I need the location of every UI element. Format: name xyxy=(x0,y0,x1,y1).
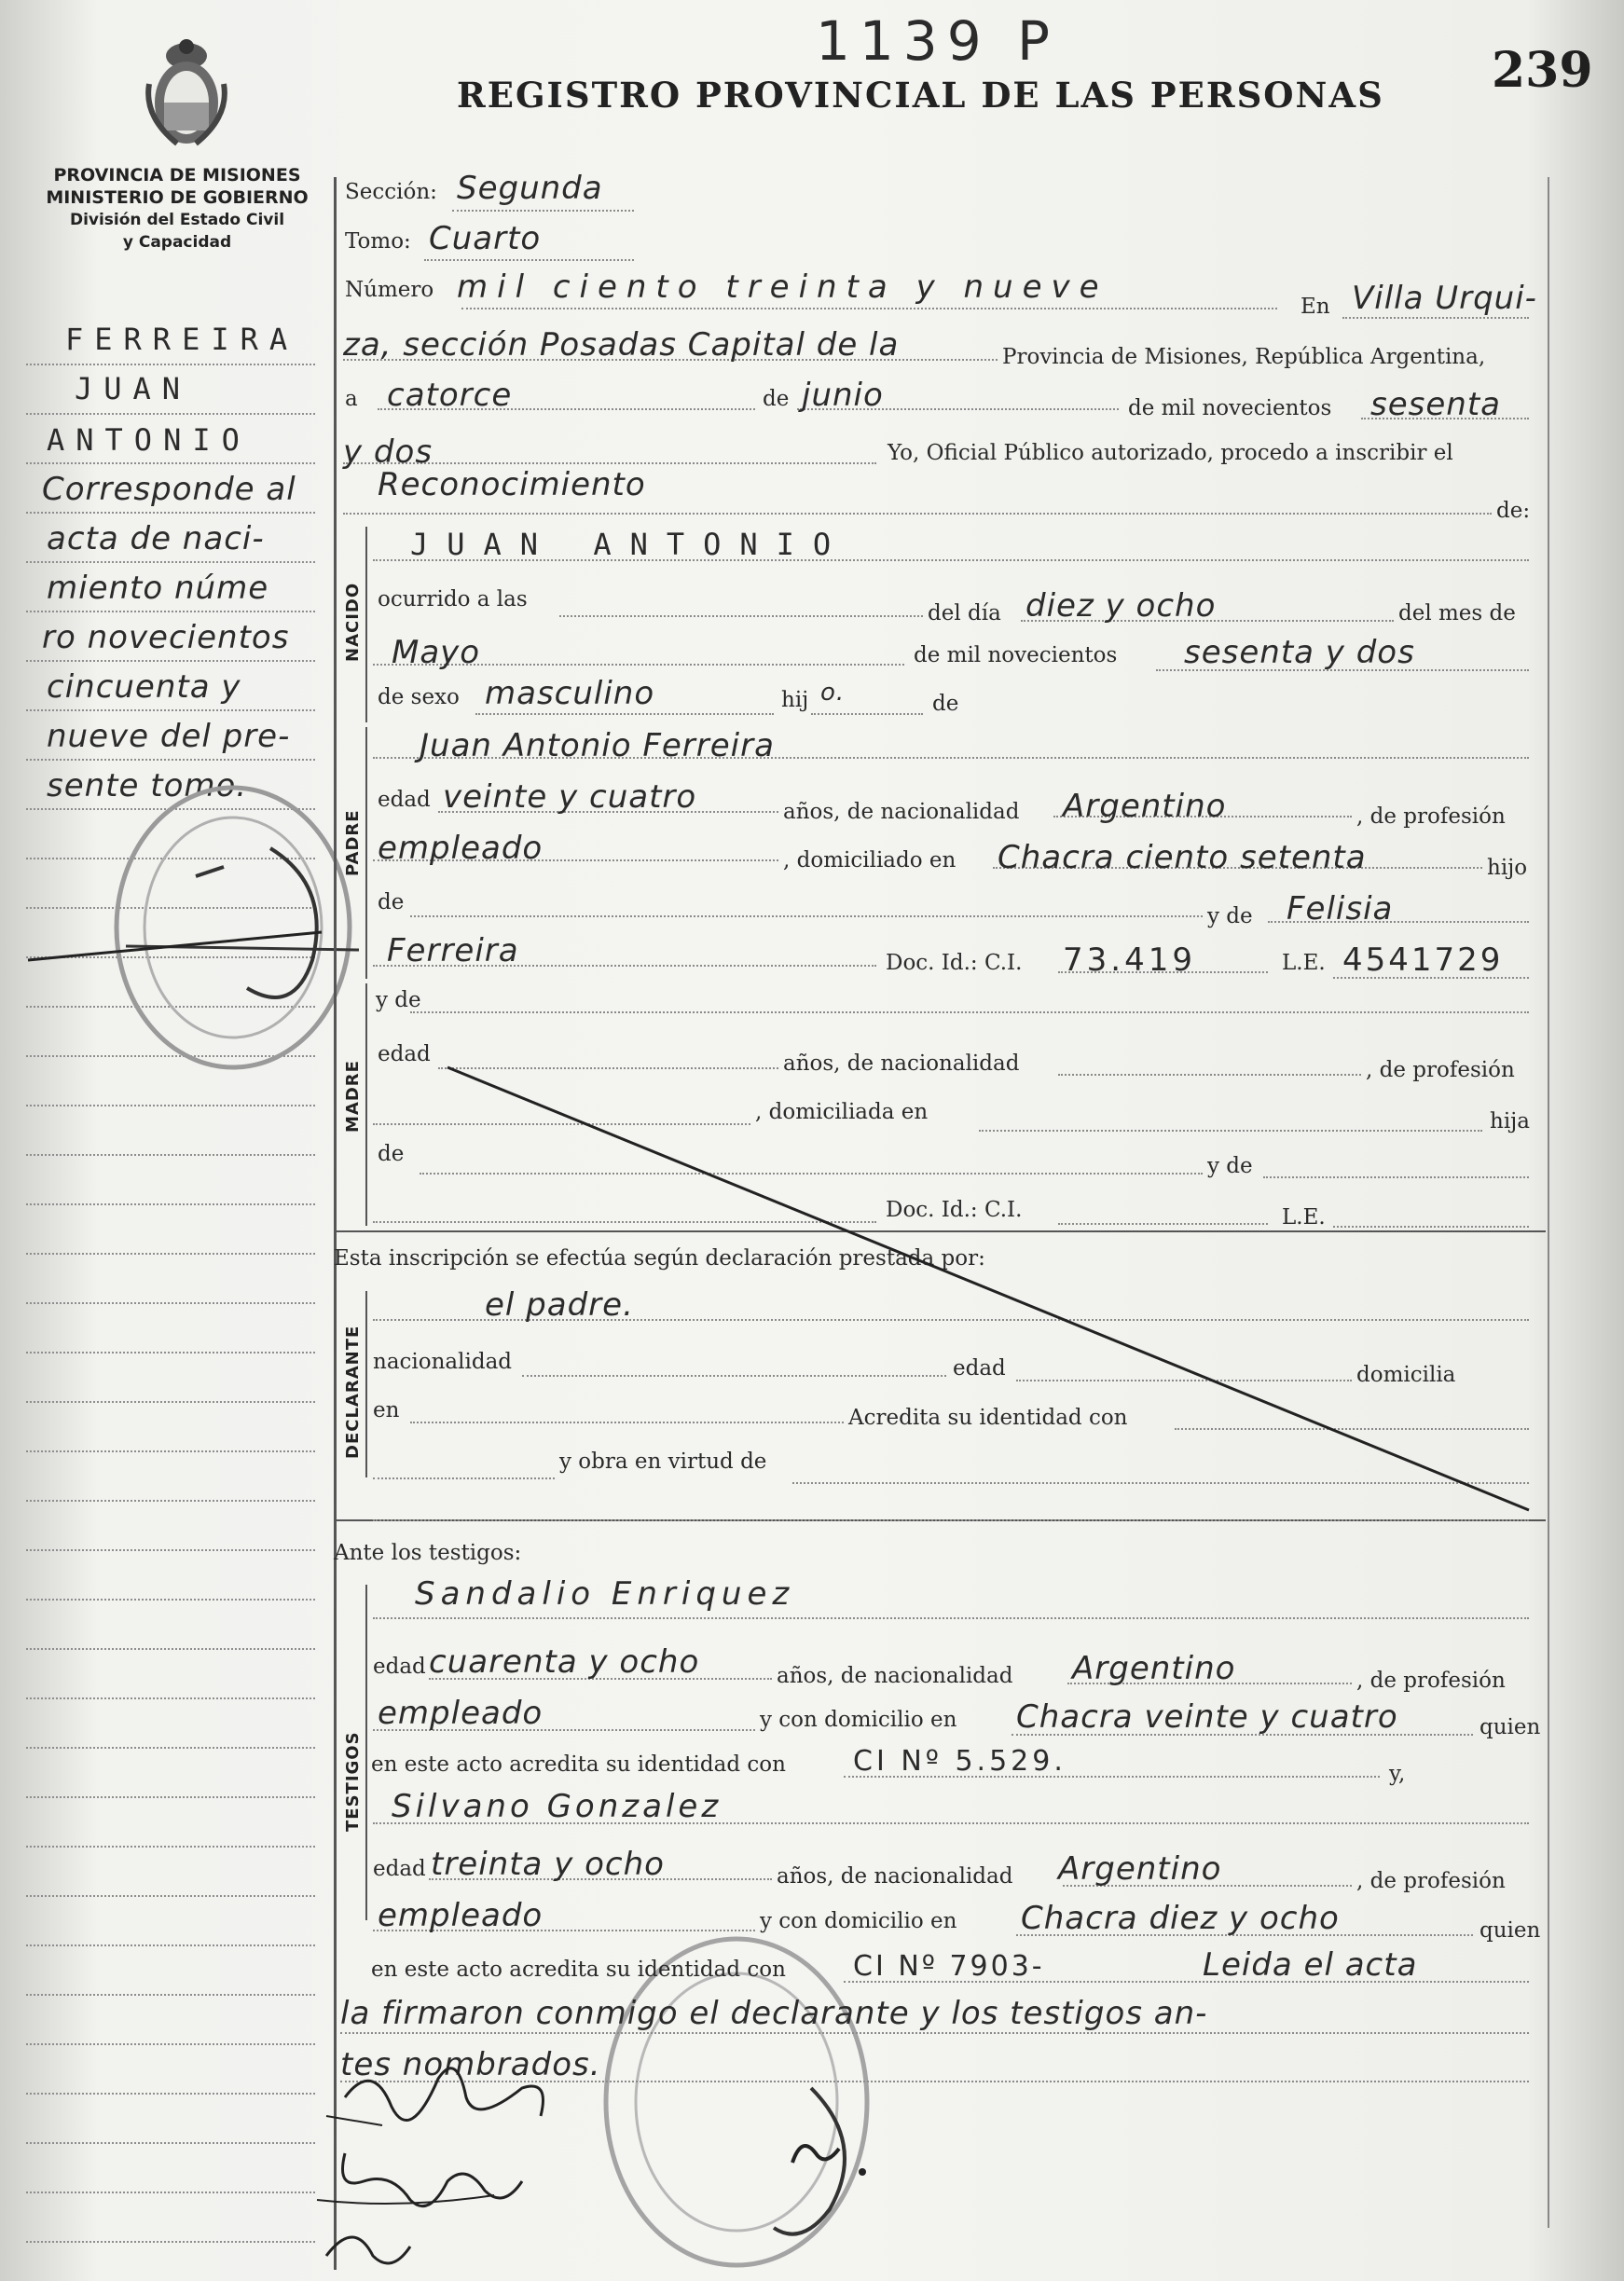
label-madre-de: de xyxy=(378,1142,405,1166)
label-t2-quien: quien xyxy=(1479,1918,1541,1943)
label-t2-domicilio: y con domicilio en xyxy=(760,1909,957,1933)
label-madre-y-de: y de xyxy=(376,988,421,1012)
section-label-nacido: NACIDO xyxy=(343,582,363,662)
label-de-colon: de: xyxy=(1496,499,1531,523)
nacido-hijo-suffix: o. xyxy=(820,679,846,707)
label-madre-domiciliada: , domiciliada en xyxy=(755,1100,929,1124)
label-madre-le: L.E. xyxy=(1282,1205,1326,1230)
label-padre-edad: edad xyxy=(378,788,431,812)
nacido-mes: Mayo xyxy=(392,634,481,671)
label-a: a xyxy=(345,387,358,411)
section-label-declarante: DECLARANTE xyxy=(343,1325,363,1459)
label-padre-y-de: y de xyxy=(1207,904,1253,928)
nacido-nombre: JUAN ANTONIO xyxy=(410,527,850,562)
nacido-sexo: masculino xyxy=(485,675,655,712)
institution-line-division: División del Estado Civil xyxy=(69,211,285,229)
handwritten-reference: 1139 P xyxy=(816,9,1060,73)
padre-domicilio: Chacra ciento setenta xyxy=(998,839,1367,876)
margin-note-line: sente tomo. xyxy=(47,767,248,804)
label-padre-domiciliado: , domiciliado en xyxy=(783,848,957,873)
closing-line-2: la firmaron conmigo el declarante y los testigos an- xyxy=(340,1995,1208,2032)
testigo1-edad: cuarenta y ocho xyxy=(429,1643,700,1681)
value-lugar-2: za, sección Posadas Capital de la xyxy=(343,326,900,364)
margin-surname: FERREIRA xyxy=(65,322,299,357)
label-padre-de: de xyxy=(378,890,405,914)
label-declarante-en: en xyxy=(373,1398,400,1422)
padre-madre-de: Felisia xyxy=(1287,890,1394,928)
label-madre-hija: hija xyxy=(1490,1109,1531,1134)
testigo1-nombre: Sandalio Enriquez xyxy=(415,1575,795,1613)
padre-nombre: Juan Antonio Ferreira xyxy=(420,727,775,764)
padre-nacionalidad: Argentino xyxy=(1063,788,1227,825)
label-ocurrido: ocurrido a las xyxy=(378,587,528,611)
testigo1-domicilio: Chacra veinte y cuatro xyxy=(1016,1698,1398,1736)
closing-line-1: Leida el acta xyxy=(1203,1946,1418,1984)
margin-note-line: miento núme xyxy=(47,570,269,607)
label-seccion: Sección: xyxy=(345,180,437,204)
nacido-anio: sesenta y dos xyxy=(1184,634,1415,671)
value-anio-2: y dos xyxy=(343,433,434,471)
testigo1-profesion: empleado xyxy=(378,1695,544,1732)
margin-note-line: ro novecientos xyxy=(42,619,290,656)
label-t1-domicilio: y con domicilio en xyxy=(760,1708,957,1732)
padre-ci: 73.419 xyxy=(1063,941,1196,979)
label-nacido-mil-nov: de mil novecientos xyxy=(914,643,1118,667)
section-label-madre: MADRE xyxy=(343,1060,363,1133)
institution-line-province: PROVINCIA DE MISIONES xyxy=(53,165,301,186)
value-lugar-1: Villa Urqui- xyxy=(1352,280,1537,317)
label-t2-profesion: , de profesión xyxy=(1356,1869,1506,1893)
section-label-testigos: TESTIGOS xyxy=(343,1731,363,1832)
margin-note-line: Corresponde al xyxy=(42,471,296,508)
label-de: de xyxy=(763,387,790,411)
label-declarante-edad: edad xyxy=(953,1356,1006,1381)
label-declarante-domicilia: domicilia xyxy=(1356,1363,1456,1387)
label-hijo: hij xyxy=(781,688,809,712)
document-title: REGISTRO PROVINCIAL DE LAS PERSONAS xyxy=(457,75,1384,116)
label-madre-profesion: , de profesión xyxy=(1366,1058,1515,1082)
label-sexo: de sexo xyxy=(378,685,460,709)
margin-name-first: JUAN xyxy=(75,371,192,406)
label-declarante-nacionalidad: nacionalidad xyxy=(373,1350,513,1374)
padre-le: 4541729 xyxy=(1342,941,1504,979)
label-madre-doc: Doc. Id.: C.I. xyxy=(886,1198,1023,1222)
testigo1-doc: CI Nº 5.529. xyxy=(853,1745,1067,1778)
label-t2-anios-nac: años, de nacionalidad xyxy=(777,1864,1013,1889)
label-padre-doc: Doc. Id.: C.I. xyxy=(886,951,1023,975)
testigo2-nacionalidad: Argentino xyxy=(1058,1850,1222,1888)
label-del-mes: del mes de xyxy=(1398,601,1516,625)
testigo2-nombre: Silvano Gonzalez xyxy=(392,1788,723,1825)
value-dia: catorce xyxy=(387,377,513,414)
value-seccion: Segunda xyxy=(457,170,603,207)
label-tomo: Tomo: xyxy=(345,229,411,254)
label-madre-anios-nac: años, de nacionalidad xyxy=(783,1051,1020,1076)
testigo2-edad: treinta y ocho xyxy=(431,1846,665,1883)
value-mes: junio xyxy=(802,377,884,414)
label-t1-quien: quien xyxy=(1479,1715,1541,1739)
testigo2-domicilio: Chacra diez y ocho xyxy=(1021,1900,1340,1937)
nacido-dia: diez y ocho xyxy=(1025,587,1217,625)
label-t1-profesion: , de profesión xyxy=(1356,1669,1506,1693)
value-tomo: Cuarto xyxy=(429,220,542,257)
label-padre-anios-nac: años, de nacionalidad xyxy=(783,800,1020,824)
value-tipo: Reconocimiento xyxy=(378,466,646,503)
label-padre-hijo: hijo xyxy=(1487,856,1528,880)
padre-edad: veinte y cuatro xyxy=(443,778,697,816)
institution-line-ministry: MINISTERIO DE GOBIERNO xyxy=(46,187,309,208)
value-numero: mil ciento treinta y nueve xyxy=(457,268,1108,306)
page-number: 239 xyxy=(1492,42,1593,99)
label-t2-edad: edad xyxy=(373,1857,426,1881)
label-del-dia: del día xyxy=(928,601,1001,625)
label-madre-y-de2: y de xyxy=(1207,1154,1253,1178)
label-declarante-acredita: Acredita su identidad con xyxy=(848,1406,1128,1430)
label-mil-novecientos: de mil novecientos xyxy=(1128,396,1332,420)
label-madre-edad: edad xyxy=(378,1042,431,1066)
institution-line-capacity: y Capacidad xyxy=(122,233,232,252)
label-t1-edad: edad xyxy=(373,1655,426,1679)
margin-name-second: ANTONIO xyxy=(47,422,251,458)
testigo1-nacionalidad: Argentino xyxy=(1072,1650,1236,1687)
value-anio-1: sesenta xyxy=(1370,386,1501,423)
margin-note-line: acta de naci- xyxy=(47,520,265,557)
label-padre-profesion: , de profesión xyxy=(1356,804,1506,829)
padre-apellido: Ferreira xyxy=(387,932,519,969)
label-yo-oficial: Yo, Oficial Público autorizado, procedo a inscribir el xyxy=(888,441,1453,465)
label-t1-acredita: en este acto acredita su identidad con xyxy=(371,1752,786,1777)
declarante-nombre: el padre. xyxy=(485,1286,634,1324)
label-t1-anios-nac: años, de nacionalidad xyxy=(777,1664,1013,1688)
label-nacido-de: de xyxy=(932,692,959,716)
label-declarante-obra: y obra en virtud de xyxy=(559,1450,767,1474)
margin-note-line: cincuenta y xyxy=(47,668,241,706)
label-numero: Número xyxy=(345,278,434,302)
label-t1-y: y, xyxy=(1389,1762,1406,1786)
testigo2-profesion: empleado xyxy=(378,1897,544,1934)
label-padre-le: L.E. xyxy=(1282,951,1326,975)
closing-line-3: tes nombrados. xyxy=(340,2046,601,2083)
label-en: En xyxy=(1301,295,1330,319)
margin-note-line: nueve del pre- xyxy=(47,718,291,755)
testigos-intro: Ante los testigos: xyxy=(334,1541,522,1565)
handwritten-signatures xyxy=(308,2041,681,2274)
section-label-padre: PADRE xyxy=(343,809,363,876)
padre-profesion: empleado xyxy=(378,830,544,867)
official-signature xyxy=(774,2116,886,2209)
label-t2-acredita: en este acto acredita su identidad con xyxy=(371,1958,786,1982)
declarante-intro: Esta inscripción se efectúa según declaración prestada por: xyxy=(334,1246,985,1271)
testigo2-doc: CI Nº 7903- xyxy=(853,1950,1045,1983)
label-provincia: Provincia de Misiones, República Argentina, xyxy=(1002,345,1486,369)
